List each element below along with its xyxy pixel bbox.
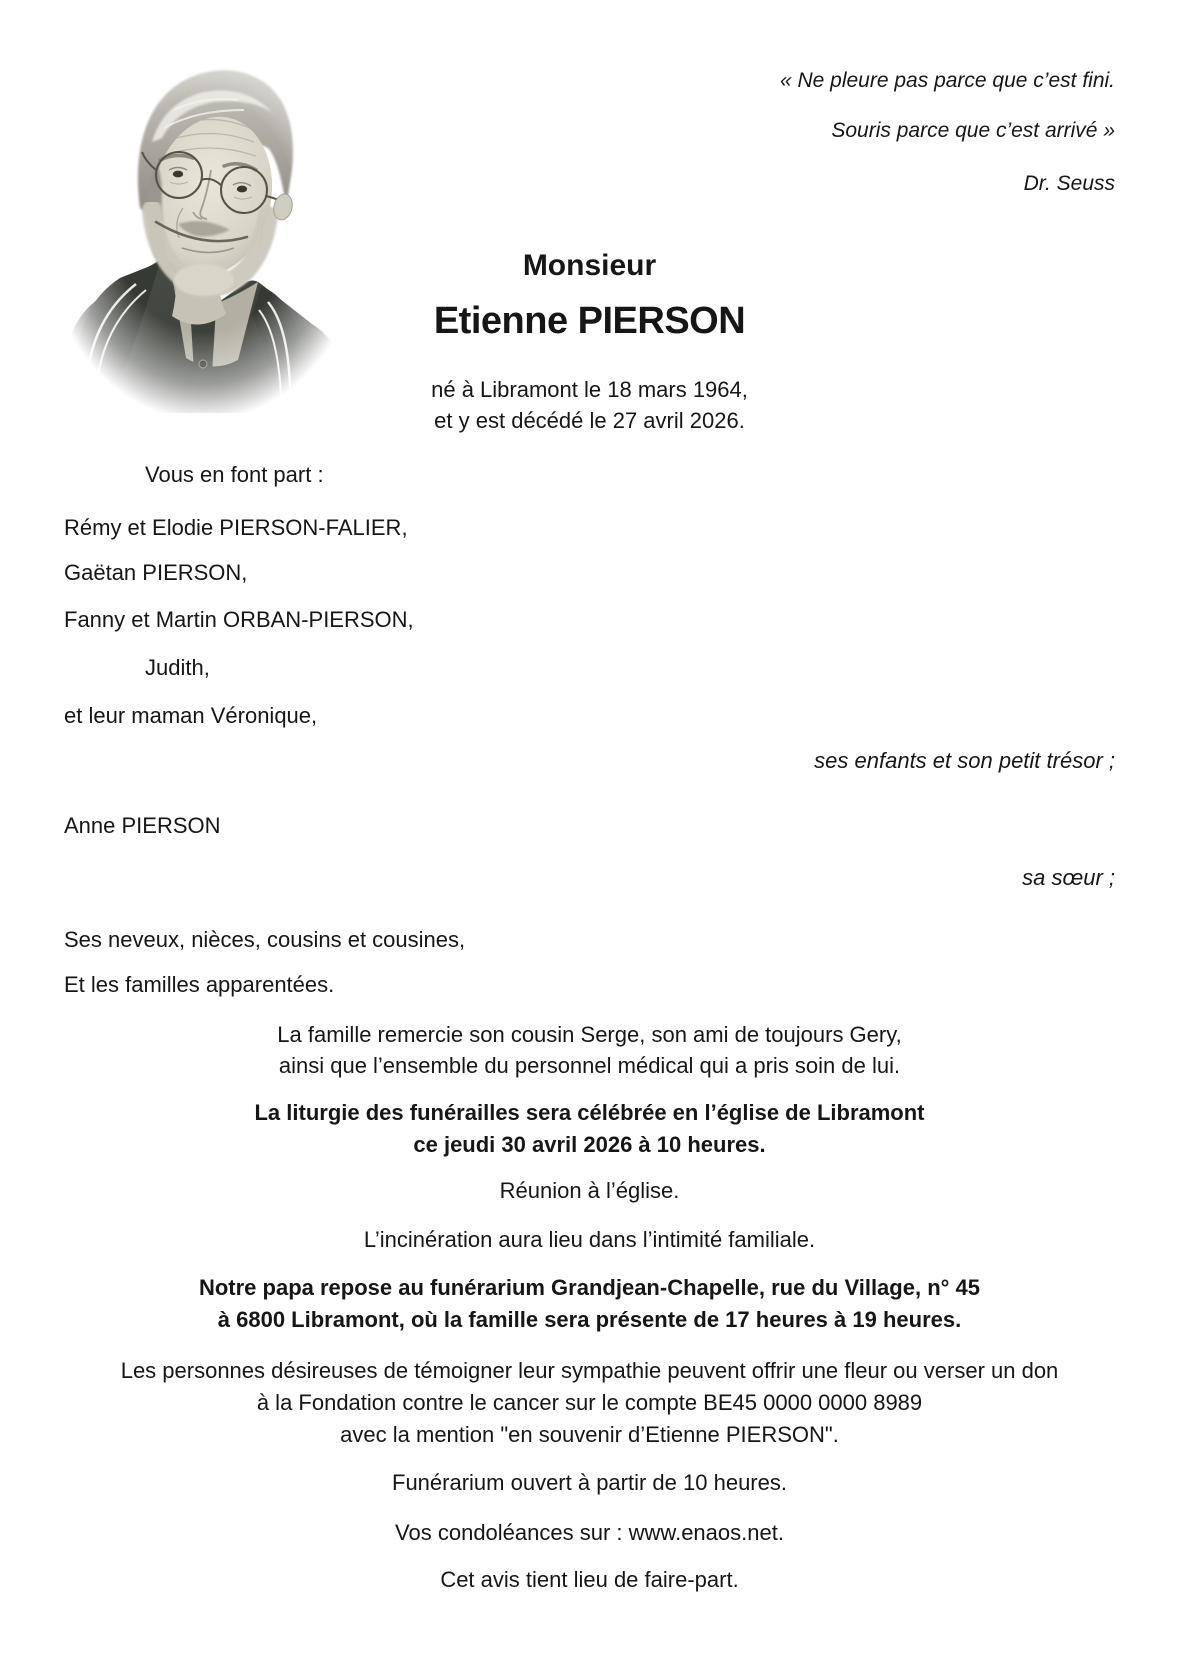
family-member-1: Rémy et Elodie PIERSON-FALIER, xyxy=(64,515,408,540)
thanks-line-2: ainsi que l’ensemble du personnel médical qui a pris soin de lui. xyxy=(278,1053,901,1078)
family-member-3: Fanny et Martin ORBAN-PIERSON, xyxy=(64,607,414,632)
deceased-name: Etienne PIERSON xyxy=(433,300,746,342)
sister-name: Anne PIERSON xyxy=(64,813,221,838)
donation-line-3: avec la mention "en souvenir d’Etienne PIERSON". xyxy=(340,1422,839,1447)
death-line: et y est décédé le 27 avril 2026. xyxy=(434,408,745,433)
repose-line-2: à 6800 Libramont, où la famille sera présente de 17 heures à 19 heures. xyxy=(217,1307,962,1332)
announcement-intro: Vous en font part : xyxy=(145,462,324,487)
repose-line-1: Notre papa repose au funérarium Grandjean-Chapelle, rue du Village, n° 45 xyxy=(198,1275,981,1300)
cremation-line: L’incinération aura lieu dans l’intimité familiale. xyxy=(363,1227,816,1252)
family-member-2: Gaëtan PIERSON, xyxy=(64,560,248,585)
liturgy-line-1: La liturgie des funérailles sera célébrée en l’église de Libramont xyxy=(254,1100,925,1125)
quote-line-2: Souris parce que c’est arrivé » xyxy=(831,119,1115,142)
condolences-line: Vos condoléances sur : www.enaos.net. xyxy=(395,1520,784,1545)
portrait-photo xyxy=(62,58,345,413)
thanks-line-1: La famille remercie son cousin Serge, son ami de toujours Gery, xyxy=(277,1022,902,1047)
sister-relation: sa sœur ; xyxy=(1022,865,1115,890)
meeting-line: Réunion à l’église. xyxy=(499,1178,680,1203)
donation-line-1: Les personnes désireuses de témoigner leur sympathie peuvent offrir une fleur ou verser un don xyxy=(120,1358,1059,1383)
deceased-title: Monsieur xyxy=(522,249,657,282)
family-member-4: Judith, xyxy=(145,655,210,680)
birth-line: né à Libramont le 18 mars 1964, xyxy=(431,377,748,402)
relatives-line: Ses neveux, nièces, cousins et cousines, xyxy=(64,927,466,952)
quote-line-1: « Ne pleure pas parce que c’est fini. xyxy=(779,69,1115,92)
liturgy-line-2: ce jeudi 30 avril 2026 à 10 heures. xyxy=(413,1132,766,1157)
family-member-5: et leur maman Véronique, xyxy=(64,703,318,728)
notice-line: Cet avis tient lieu de faire-part. xyxy=(440,1567,739,1592)
opening-line: Funérarium ouvert à partir de 10 heures. xyxy=(392,1470,787,1495)
portrait-photo-image xyxy=(62,58,345,413)
children-relation: ses enfants et son petit trésor ; xyxy=(814,748,1115,773)
donation-line-2: à la Fondation contre le cancer sur le compte BE45 0000 0000 8989 xyxy=(256,1390,923,1415)
families-line: Et les familles apparentées. xyxy=(64,972,335,997)
quote-attribution: Dr. Seuss xyxy=(1023,172,1115,195)
